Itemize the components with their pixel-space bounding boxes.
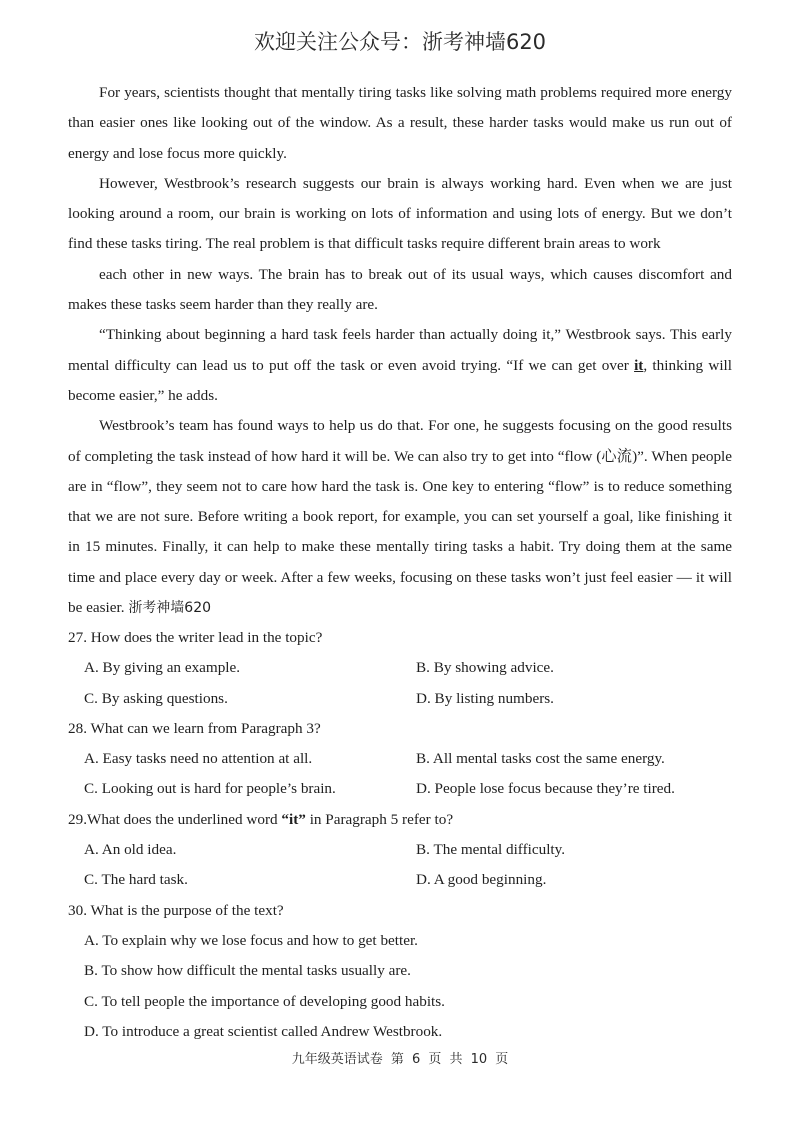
paragraph-1: For years, scientists thought that mentally tiring tasks like solving math problems required more energy than easier ones like looking out of the window. As a result, these harder tasks would make us run out of energy and lose focus more quickly. — [68, 84, 732, 162]
option-b: B. By showing advice. — [416, 659, 554, 677]
reading-passage — [68, 78, 732, 623]
option-b: B. All mental tasks cost the same energy. — [416, 750, 665, 768]
option-a: A. To explain why we lose focus and how to get better. — [84, 931, 418, 949]
option-a: A. Easy tasks need no attention at all. — [84, 750, 313, 768]
question-stem: 28. What can we learn from Paragraph 3? — [68, 719, 321, 737]
option-a: A. An old idea. — [84, 841, 177, 859]
question-stem: 30. What is the purpose of the text? — [68, 901, 284, 919]
questions-section — [68, 623, 732, 1047]
page-header: 欢迎关注公众号：浙考神墙620 — [253, 30, 547, 54]
paragraph-2-continued: each other in new ways. The brain has to break out of its usual ways, which causes discomfort and makes these tasks seem harder than they really are. — [68, 265, 732, 314]
option-d: D. To introduce a great scientist called Andrew Westbrook. — [84, 1022, 443, 1040]
option-a: A. By giving an example. — [84, 659, 241, 677]
question-29 — [68, 805, 732, 896]
paragraph-2: However, Westbrook’s research suggests our brain is always working hard. Even when we are just looking around a room, our brain is working on lots of information and using lots of energy. But we don’t find these tasks tiring. The real problem is that difficult tasks require different brain areas to work — [68, 174, 732, 253]
option-b: B. The mental difficulty. — [416, 841, 566, 859]
question-30 — [68, 896, 732, 1047]
option-c: C. Looking out is hard for people’s brain. — [84, 780, 336, 798]
option-d: D. People lose focus because they’re tired. — [416, 780, 675, 798]
option-d: D. A good beginning. — [416, 871, 547, 889]
question-28 — [68, 714, 732, 805]
option-c: C. By asking questions. — [84, 689, 228, 707]
option-b: B. To show how difficult the mental tasks usually are. — [84, 962, 411, 980]
inline-watermark: 浙考神墙620 — [128, 600, 212, 617]
paragraph-4: Westbrook’s team has found ways to help us do that. For one, he suggests focusing on the good results of completing the task instead of how hard it will be. We can also try to get into “flow (心流)”. When people are in “flow”, they seem not to care how hard the task is. One key to entering “flow” is to reduce something that we are not sure. Before writing a book report, for example, you can set yourself a goal, like finishing it in 15 minutes. Finally, it can help to make these mentally tiring tasks a habit. Try doing them at the same time and place every day or week. After a few weeks, focusing on these tasks won’t just feel easier — it will be easier. 浙考神墙620 — [68, 417, 732, 617]
question-stem: 27. How does the writer lead in the topic? — [68, 629, 323, 646]
paragraph-3: “Thinking about beginning a hard task feels harder than actually doing it,” Westbrook says. This early mental difficulty can lead us to put off the task or even avoid trying. “If we can get over it, thinking will become easier,” he adds. — [68, 326, 732, 404]
option-c: C. To tell people the importance of developing good habits. — [84, 992, 445, 1010]
question-27 — [68, 623, 732, 714]
page-footer: 九年级英语试卷 第 6 页 共 10 页 — [291, 1052, 509, 1067]
underlined-word-it: it — [634, 356, 644, 374]
option-c: C. The hard task. — [84, 871, 188, 889]
option-d: D. By listing numbers. — [416, 689, 554, 707]
question-stem: 29.What does the underlined word “it” in Paragraph 5 refer to? — [68, 810, 454, 828]
